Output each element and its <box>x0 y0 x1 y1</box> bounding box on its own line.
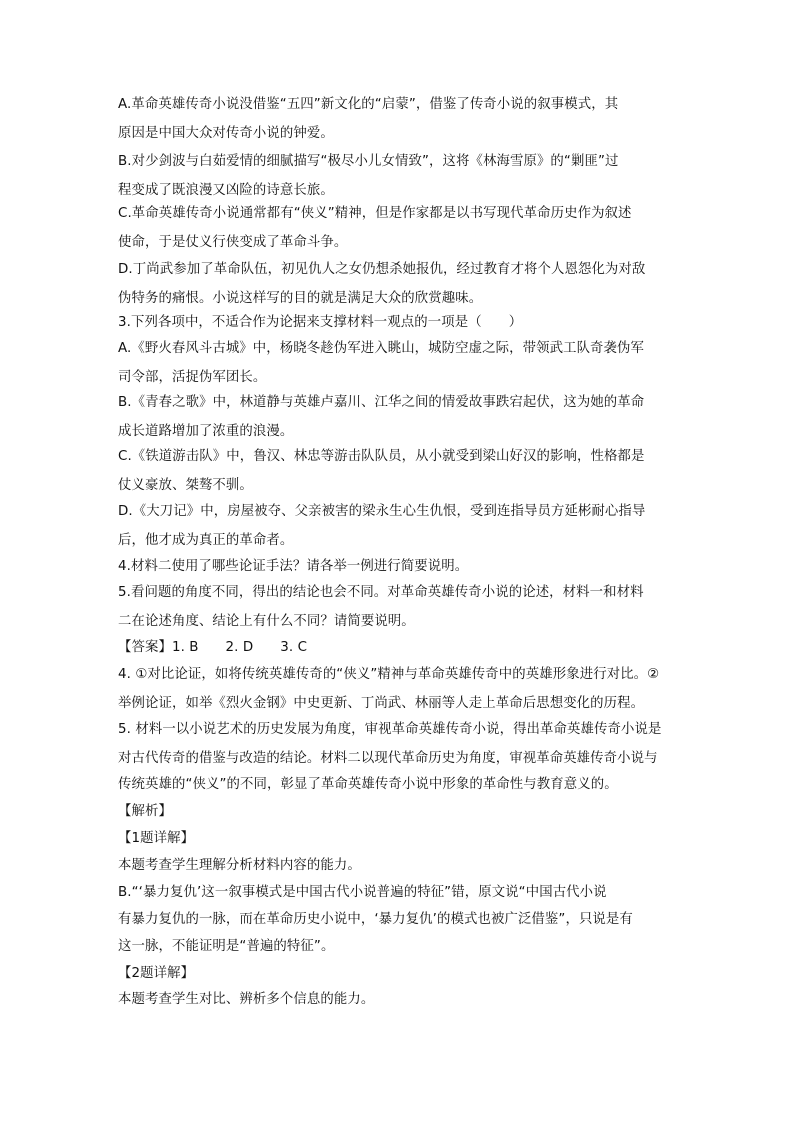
q3-option-c-line-1: C.《铁道游击队》中，鲁汉、林忠等游击队队员，从小就受到梁山好汉的影响，性格都是 <box>118 449 645 464</box>
q3-option-c-line-2: 仗义豪放、桀骜不驯。 <box>118 478 253 493</box>
question-5-line-2: 二在论述角度、结论上有什么不同？请简要说明。 <box>118 614 415 629</box>
q1-detail-intro: 本题考查学生理解分析材料内容的能力。 <box>118 858 361 873</box>
q1-detail-b-line-2: 有暴力复仇的一脉，而在革命历史小说中，‘暴力复仇’的模式也被广泛借鉴”，只说是有 <box>118 912 633 927</box>
question-4: 4.材料二使用了哪些论证手法？请各举一例进行简要说明。 <box>118 559 469 574</box>
answer-4-line-2: 举例论证，如举《烈火金钢》中史更新、丁尚武、林丽等人走上革命后思想变化的历程。 <box>118 696 645 711</box>
q3-option-d-line-2: 后，他才成为真正的革命者。 <box>118 533 294 548</box>
q2-detail-intro: 本题考查学生对比、辨析多个信息的能力。 <box>118 992 375 1007</box>
question-3: 3.下列各项中，不适合作为论据来支撑材料一观点的一项是（ ） <box>118 315 523 330</box>
question-5-line-1: 5.看问题的角度不同，得出的结论也会不同。对革命英雄传奇小说的论述，材料一和材料 <box>118 585 644 600</box>
answer-5-line-1: 5. 材料一以小说艺术的历史发展为角度，审视革命英雄传奇小说，得出革命英雄传奇小说是 <box>118 722 662 737</box>
q3-option-b-line-2: 成长道路增加了浓重的浪漫。 <box>118 424 294 439</box>
answer-key: 【答案】1. B 2. D 3. C <box>118 640 308 655</box>
option-a-line-2: 原因是中国大众对传奇小说的钟爱。 <box>118 126 334 141</box>
option-c-line-1: C.革命英雄传奇小说通常都有“侠义”精神，但是作家都是以书写现代革命历史作为叙述 <box>118 206 632 221</box>
option-d-line-2: 伪特务的痛恨。小说这样写的目的就是满足大众的欣赏趣味。 <box>118 291 483 306</box>
option-b-line-2: 程变成了既浪漫又凶险的诗意长旅。 <box>118 183 334 198</box>
option-a-line-1: A.革命英雄传奇小说没借鉴“五四”新文化的“启蒙”，借鉴了传奇小说的叙事模式，其 <box>118 97 619 112</box>
option-d-line-1: D.丁尚武参加了革命队伍，初见仇人之女仍想杀她报仇，经过教育才将个人恩怨化为对敌 <box>118 262 646 277</box>
q3-option-d-line-1: D.《大刀记》中，房屋被夺、父亲被害的梁永生心生仇恨，受到连指导员方延彬耐心指导 <box>118 504 646 519</box>
q3-option-a-line-2: 司令部，活捉伪军团长。 <box>118 370 267 385</box>
answer-5-line-3: 传统英雄的“侠义”的不同，彰显了革命英雄传奇小说中形象的革命性与教育意义的。 <box>118 777 618 792</box>
answer-5-line-2: 对古代传奇的借鉴与改造的结论。材料二以现代革命历史为角度，审视革命英雄传奇小说与 <box>118 751 658 766</box>
q1-detail-heading: 【1题详解】 <box>118 831 195 846</box>
option-b-line-1: B.对少剑波与白茹爱情的细腻描写“极尽小儿女情致”，这将《林海雪原》的“剿匪”过 <box>118 154 619 169</box>
option-c-line-2: 使命，于是仗义行侠变成了革命斗争。 <box>118 235 348 250</box>
q1-detail-b-line-1: B.“‘暴力复仇’这一叙事模式是中国古代小说普遍的特征”错，原文说“中国古代小说 <box>118 885 607 900</box>
q2-detail-heading: 【2题详解】 <box>118 966 195 981</box>
q3-option-b-line-1: B.《青春之歌》中，林道静与英雄卢嘉川、江华之间的情爱故事跌宕起伏，这为她的革命 <box>118 395 645 410</box>
q1-detail-b-line-3: 这一脉，不能证明是“普遍的特征”。 <box>118 939 335 954</box>
answer-4-line-1: 4. ①对比论证，如将传统英雄传奇的“侠义”精神与革命英雄传奇中的英雄形象进行对比。② <box>118 667 660 682</box>
q3-option-a-line-1: A.《野火春风斗古城》中，杨晓冬趁伪军进入眺山，城防空虚之际，带领武工队奇袭伪军 <box>118 341 645 356</box>
analysis-heading: 【解析】 <box>118 804 172 819</box>
